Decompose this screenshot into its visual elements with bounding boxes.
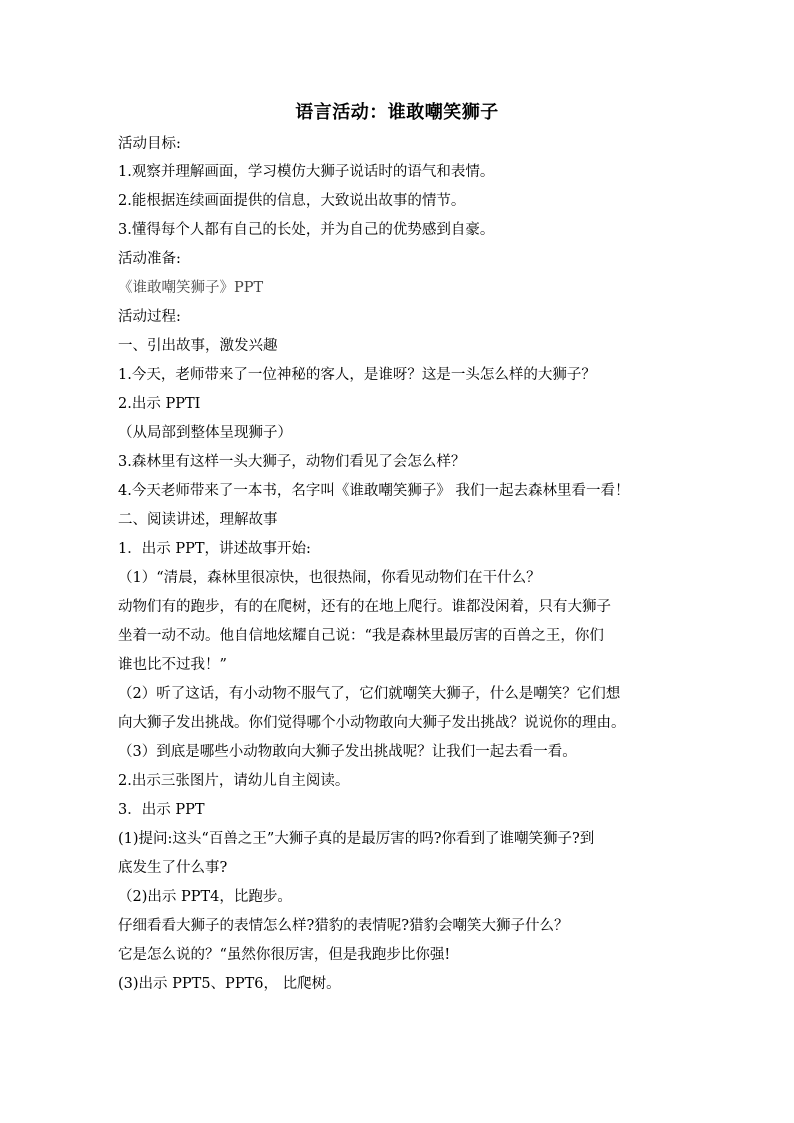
process-paragraph: 1.今天，老师带来了一位神秘的客人，是谁呀？这是一头怎么样的大狮子？ [118,367,596,383]
process-part-2-heading: 二、阅读讲述，理解故事 [118,512,278,528]
goal-item-1: 1.观察并理解画面，学习模仿大狮子说话时的语气和表情。 [118,164,495,180]
process-paragraph: （从局部到整体呈现狮子） [118,425,292,441]
goal-item-3: 3.懂得每个人都有自己的长处，并为自己的优势感到自豪。 [118,222,495,238]
process-paragraph: 仔细看看大狮子的表情怎么样?猎豹的表情呢?猎豹会嘲笑大狮子什么？ [118,918,569,934]
process-paragraph: (3)出示 PPT5、PPT6， 比爬树。 [118,976,341,992]
process-paragraph: 3.森林里有这样一头大狮子，动物们看见了会怎么样？ [118,454,466,470]
process-paragraph: 2.出示 PPTI [118,396,201,412]
process-paragraph: 3．出示 PPT [118,802,205,818]
section-heading-goals: 活动目标: [118,136,181,152]
process-paragraph: 坐着一动不动。他自信地炫耀自己说：“我是森林里最厉害的百兽之王，你们 [118,628,604,644]
process-paragraph: （3）到底是哪些小动物敢向大狮子发出挑战呢？让我们一起去看一看。 [118,744,577,760]
section-heading-process: 活动过程: [118,309,181,325]
process-paragraph: 动物们有的跑步，有的在爬树，还有的在地上爬行。谁都没闲着，只有大狮子 [118,599,611,615]
document-title: 语言活动：谁敢嘲笑狮子 [295,102,499,123]
process-paragraph: 向大狮子发出挑战。你们觉得哪个小动物敢向大狮子发出挑战？说说你的理由。 [118,715,626,731]
process-paragraph: （1）“清晨，森林里很凉快，也很热闹，你看见动物们在干什么？ [118,570,541,586]
process-paragraph: 底发生了什么事? [118,860,228,876]
process-paragraph: 谁也比不过我！” [118,657,227,673]
process-paragraph: （2)出示 PPT4，比跑步。 [118,889,292,905]
section-heading-preparation: 活动准备: [118,251,181,267]
process-paragraph: 4.今天老师带来了一本书，名字叫《谁敢嘲笑狮子》 我们一起去森林里看一看！ [118,483,630,499]
goal-item-2: 2.能根据连续画面提供的信息，大致说出故事的情节。 [118,193,466,209]
process-paragraph: 2.出示三张图片，请幼儿自主阅读。 [118,773,350,789]
process-paragraph: （2）听了这话，有小动物不服气了，它们就嘲笑大狮子，什么是嘲笑？它们想 [118,686,621,702]
process-paragraph: (1)提问:这头“百兽之王”大狮子真的是最厉害的吗?你看到了谁嘲笑狮子?到 [118,831,595,847]
process-paragraph: 1．出示 PPT，讲述故事开始: [118,541,311,557]
preparation-item: 《谁敢嘲笑狮子》PPT [118,280,264,296]
process-paragraph: 它是怎么说的？“虽然你很厉害，但是我跑步比你强! [118,947,451,963]
process-part-1-heading: 一、引出故事，激发兴趣 [118,338,278,354]
